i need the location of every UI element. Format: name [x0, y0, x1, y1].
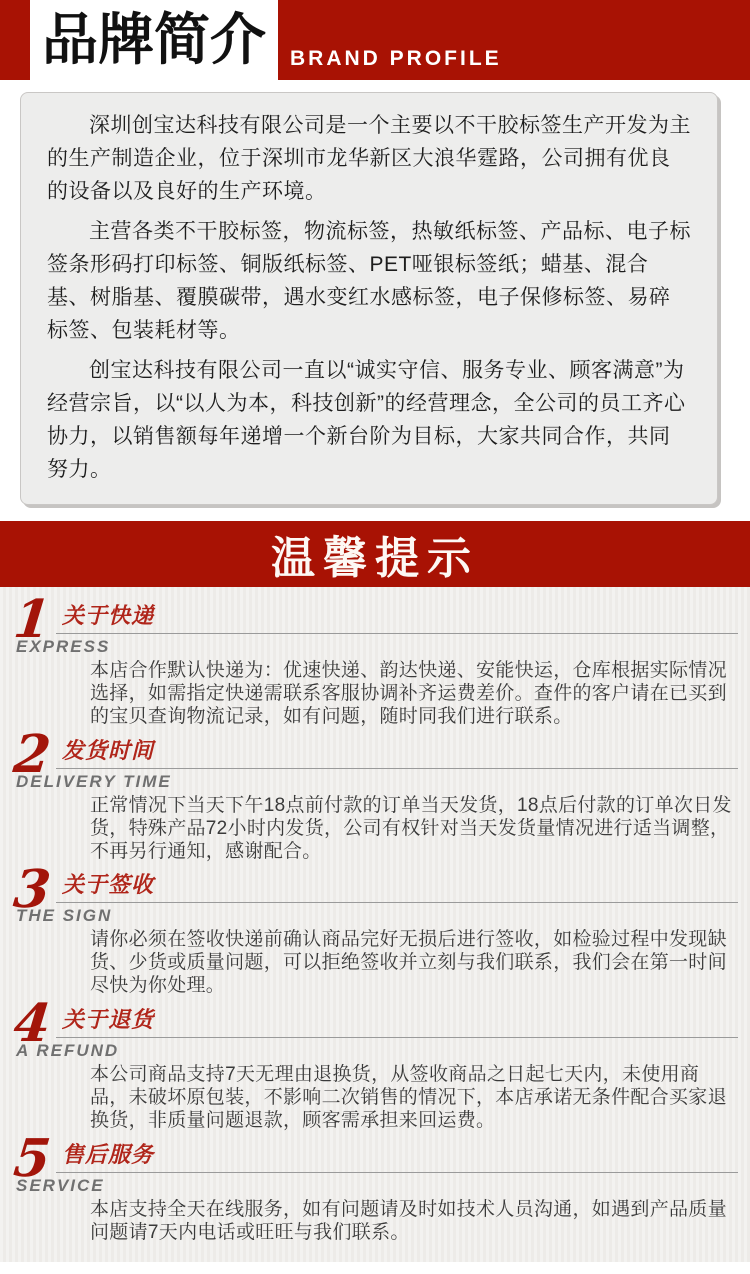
bottom-whitespace	[0, 1262, 750, 1274]
tip-sign-title: 关于签收	[62, 872, 155, 898]
tip-delivery-subtitle-en: DELIVERY TIME	[16, 771, 172, 791]
brand-profile-header	[0, 0, 750, 80]
tips-banner	[0, 521, 750, 587]
tip-service-body: 本店支持全天在线服务，如有问题请及时如技术人员沟通，如遇到产品质量问题请7天内电话或旺旺与我们联系。	[90, 1198, 727, 1243]
brand-intro-wrap	[0, 80, 750, 521]
tip-sign	[10, 858, 738, 998]
tip-express-title: 关于快递	[62, 602, 155, 628]
brand-title-en: BRAND PROFILE	[290, 47, 502, 70]
tip-title-underline	[56, 1003, 738, 1038]
brand-title-cn: 品牌简介	[42, 8, 266, 71]
tip-express-subtitle-en: EXPRESS	[16, 636, 111, 656]
tip-title-underline	[56, 868, 738, 903]
brand-intro-box	[20, 92, 718, 505]
tip-refund-title: 关于退货	[62, 1007, 155, 1033]
brand-paragraph-2: 主营各类不干胶标签，物流标签，热敏纸标签、产品标、电子标签条形码打印标签、铜版纸标签、PET哑银标签纸；蜡基、混合基、树脂基、覆膜碳带，遇水变红水感标签，电子保修标签、易碎标签、包装耗材等。	[47, 220, 691, 342]
tip-service-title: 售后服务	[62, 1141, 155, 1167]
tip-number-5: 5	[10, 1128, 54, 1190]
tip-refund-subtitle-en: A REFUND	[16, 1041, 120, 1061]
tip-number-1: 1	[10, 589, 54, 650]
tip-express-body: 本店合作默认快递为：优速快递、韵达快递、安能快运，仓库根据实际情况选择，如需指定快递需联系客服协调补齐运费差价。查件的客户请在已买到的宝贝查询物流记录，如有问题，随时同我们进行联系。	[90, 659, 727, 727]
tip-title-underline	[56, 734, 738, 769]
tip-number-4: 4	[10, 993, 54, 1055]
tip-refund	[10, 993, 738, 1132]
tip-refund-body: 本公司商品支持7天无理由退换货，从签收商品之日起七天内，未使用商品，未破坏原包装，不影响二次销售的情况下，本店承诺无条件配合买家退换货，非质量问题退款，顾客需承担来回运费。	[90, 1064, 727, 1132]
brand-paragraph-3: 创宝达科技有限公司一直以“诚实守信、服务专业、顾客满意”为经营宗旨，以“以人为本，科技创新”的经营理念，全公司的员工齐心协力，以销售额每年递增一个新台阶为目标，大家共同合作，共同努力。	[47, 359, 686, 481]
tip-express	[10, 589, 738, 728]
tip-delivery-title: 发货时间	[62, 737, 155, 763]
tip-delivery-body: 正常情况下当天下午18点前付款的订单当天发货，18点后付款的订单次日发货，特殊产品72小时内发货，公司有权针对当天发货量情况进行适当调整，不再另行通知，感谢配合。	[90, 794, 732, 862]
tip-title-underline	[56, 599, 738, 634]
brand-paragraph-1: 深圳创宝达科技有限公司是一个主要以不干胶标签生产开发为主的生产制造企业，位于深圳市龙华新区大浪华霆路，公司拥有优良的设备以及良好的生产环境。	[47, 114, 691, 203]
brand-title-box	[30, 0, 278, 80]
tip-service	[10, 1128, 738, 1244]
tip-title-underline	[56, 1138, 738, 1173]
tips-section	[0, 587, 750, 1262]
tip-delivery-time	[10, 723, 738, 863]
tip-number-2: 2	[10, 723, 54, 785]
tip-sign-body: 请你必须在签收快递前确认商品完好无损后进行签收，如检验过程中发现缺货、少货或质量问题，可以拒绝签收并立刻与我们联系，我们会在第一时间尽快为你处理。	[90, 929, 727, 997]
tips-banner-title: 温馨提示	[271, 534, 479, 583]
tip-sign-subtitle-en: THE SIGN	[16, 906, 113, 926]
tip-service-subtitle-en: SERVICE	[16, 1175, 105, 1195]
tip-number-3: 3	[10, 858, 54, 920]
